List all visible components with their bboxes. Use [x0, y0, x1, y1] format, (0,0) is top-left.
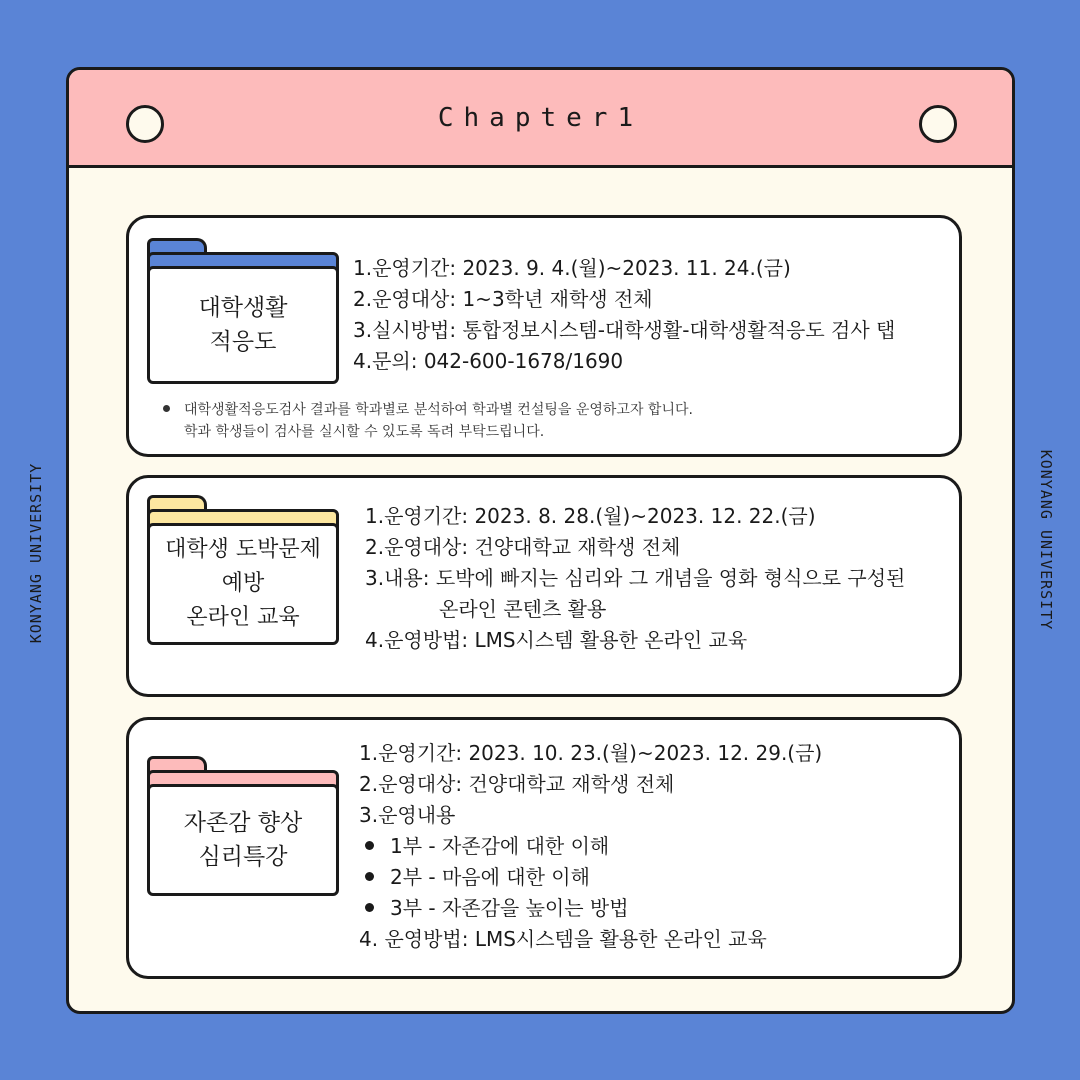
list-item: 1부 - 자존감에 대한 이해 [359, 831, 822, 862]
folder-label-line: 대학생 도박문제 [165, 537, 321, 562]
detail-period: 1.운영기간: 2023. 10. 23.(월)~2023. 12. 29.(금) [359, 741, 823, 765]
detail-period: 1.운영기간: 2023. 8. 28.(월)~2023. 12. 22.(금) [365, 504, 816, 528]
bullet-icon [365, 841, 374, 850]
detail-target: 2.운영대상: 건양대학교 재학생 전체 [359, 772, 675, 796]
program-card-1 [126, 215, 962, 457]
detail-method: 4.운영방법: LMS시스템 활용한 온라인 교육 [365, 628, 748, 652]
folder-label-line: 예방 [221, 571, 265, 596]
chapter-title: Chapter1 [437, 103, 644, 133]
program-details [365, 501, 905, 656]
folder-label [147, 784, 339, 896]
program-note [163, 399, 693, 443]
program-details [359, 738, 822, 955]
notebook-frame [66, 67, 1015, 1014]
folder-label-line: 심리특강 [198, 844, 288, 870]
note-line: 학과 학생들이 검사를 실시할 수 있도록 독려 부탁드립니다. [184, 424, 545, 440]
list-item: 2부 - 마음에 대한 이해 [359, 862, 822, 893]
detail-content: 3.내용: 도박에 빠지는 심리와 그 개념을 영화 형식으로 구성된 [365, 566, 906, 590]
detail-method: 4. 운영방법: LMS시스템을 활용한 온라인 교육 [359, 927, 767, 951]
program-card-3 [126, 717, 962, 979]
folder-label [147, 523, 339, 645]
detail-contact: 4.문의: 042-600-1678/1690 [353, 349, 624, 373]
side-label-left: KONYANG UNIVERSITY [27, 462, 45, 644]
binder-hole-icon [919, 105, 957, 143]
detail-target: 2.운영대상: 건양대학교 재학생 전체 [365, 535, 681, 559]
folder-label-line: 대학생활 [198, 295, 288, 321]
detail-period: 1.운영기간: 2023. 9. 4.(월)~2023. 11. 24.(금) [353, 256, 791, 280]
side-label-right: KONYANG UNIVERSITY [1037, 449, 1055, 631]
bullet-icon [365, 903, 374, 912]
folder-label-line: 자존감 향상 [183, 810, 303, 836]
detail-content-cont: 온라인 콘텐츠 활용 [439, 597, 607, 621]
detail-content: 3.운영내용 [359, 803, 456, 827]
note-line: 대학생활적응도검사 결과를 학과별로 분석하여 학과별 컨설팅을 운영하고자 합니다. [184, 402, 693, 418]
list-item: 3부 - 자존감을 높이는 방법 [359, 893, 822, 924]
folder-label-line: 적응도 [209, 329, 277, 355]
program-details [353, 253, 895, 377]
detail-method: 3.실시방법: 통합정보시스템-대학생활-대학생활적응도 검사 탭 [353, 318, 896, 342]
header-bar [69, 70, 1012, 168]
program-card-2 [126, 475, 962, 697]
folder-label [147, 266, 339, 384]
folder-label-line: 온라인 교육 [186, 605, 300, 630]
detail-target: 2.운영대상: 1~3학년 재학생 전체 [353, 287, 653, 311]
bullet-icon [163, 405, 170, 412]
bullet-icon [365, 872, 374, 881]
